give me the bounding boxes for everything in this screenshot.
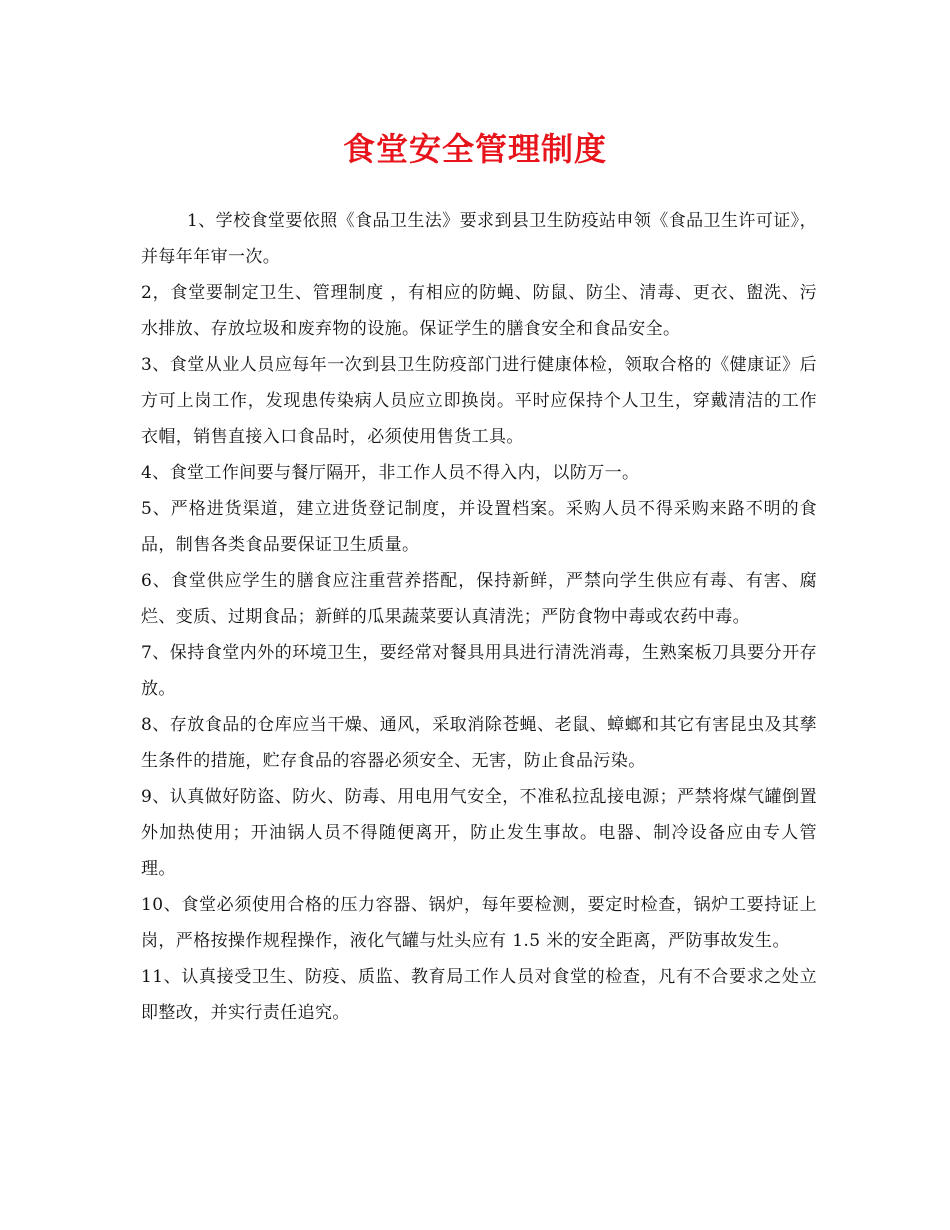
rule-paragraph-8: 8、存放食品的仓库应当干燥、通风，采取消除苍蝇、老鼠、蟑螂和其它有害昆虫及其孳生条件的措施，贮存食品的容器必须安全、无害，防止食品污染。: [141, 715, 817, 771]
document-body: [141, 203, 817, 1031]
rule-paragraph-1: 1、学校食堂要依照《食品卫生法》要求到县卫生防疫站申领《食品卫生许可证》，并每年年审一次。: [141, 211, 817, 267]
rule-paragraph-10: 10、食堂必须使用合格的压力容器、锅炉，每年要检测，要定时检查，锅炉工要持证上岗，严格按操作规程操作，液化气罐与灶头应有 1.5 米的安全距离，严防事故发生。: [141, 895, 817, 951]
rule-paragraph-6: 6、食堂供应学生的膳食应注重营养搭配，保持新鲜，严禁向学生供应有毒、有害、腐烂、变质、过期食品；新鲜的瓜果蔬菜要认真清洗；严防食物中毒或农药中毒。: [141, 571, 817, 627]
rule-paragraph-9: 9、认真做好防盗、防火、防毒、用电用气安全，不准私拉乱接电源；严禁将煤气罐倒置外加热使用；开油锅人员不得随便离开，防止发生事故。电器、制冷设备应由专人管理。: [141, 787, 817, 879]
rule-paragraph-5: 5、严格进货渠道，建立进货登记制度，并设置档案。采购人员不得采购来路不明的食品，制售各类食品要保证卫生质量。: [141, 499, 817, 555]
rule-paragraph-4: 4、食堂工作间要与餐厅隔开，非工作人员不得入内，以防万一。: [141, 463, 640, 483]
rule-paragraph-11: 11、认真接受卫生、防疫、质监、教育局工作人员对食堂的检查，凡有不合要求之处立即整改，并实行责任追究。: [141, 967, 817, 1023]
rule-paragraph-7: 7、保持食堂内外的环境卫生，要经常对餐具用具进行清洗消毒，生熟案板刀具要分开存放。: [141, 643, 817, 699]
rule-paragraph-3: 3、食堂从业人员应每年一次到县卫生防疫部门进行健康体检，领取合格的《健康证》后方可上岗工作，发现患传染病人员应立即换岗。平时应保持个人卫生，穿戴清洁的工作衣帽，销售直接入口食品时，必须使用售货工具。: [141, 355, 817, 447]
document-title: 食堂安全管理制度: [342, 130, 607, 168]
rule-paragraph-2: 2，食堂要制定卫生、管理制度 ，有相应的防蝇、防鼠、防尘、清毒、更衣、盥洗、污水排放、存放垃圾和废弃物的设施。保证学生的膳食安全和食品安全。: [141, 283, 817, 339]
